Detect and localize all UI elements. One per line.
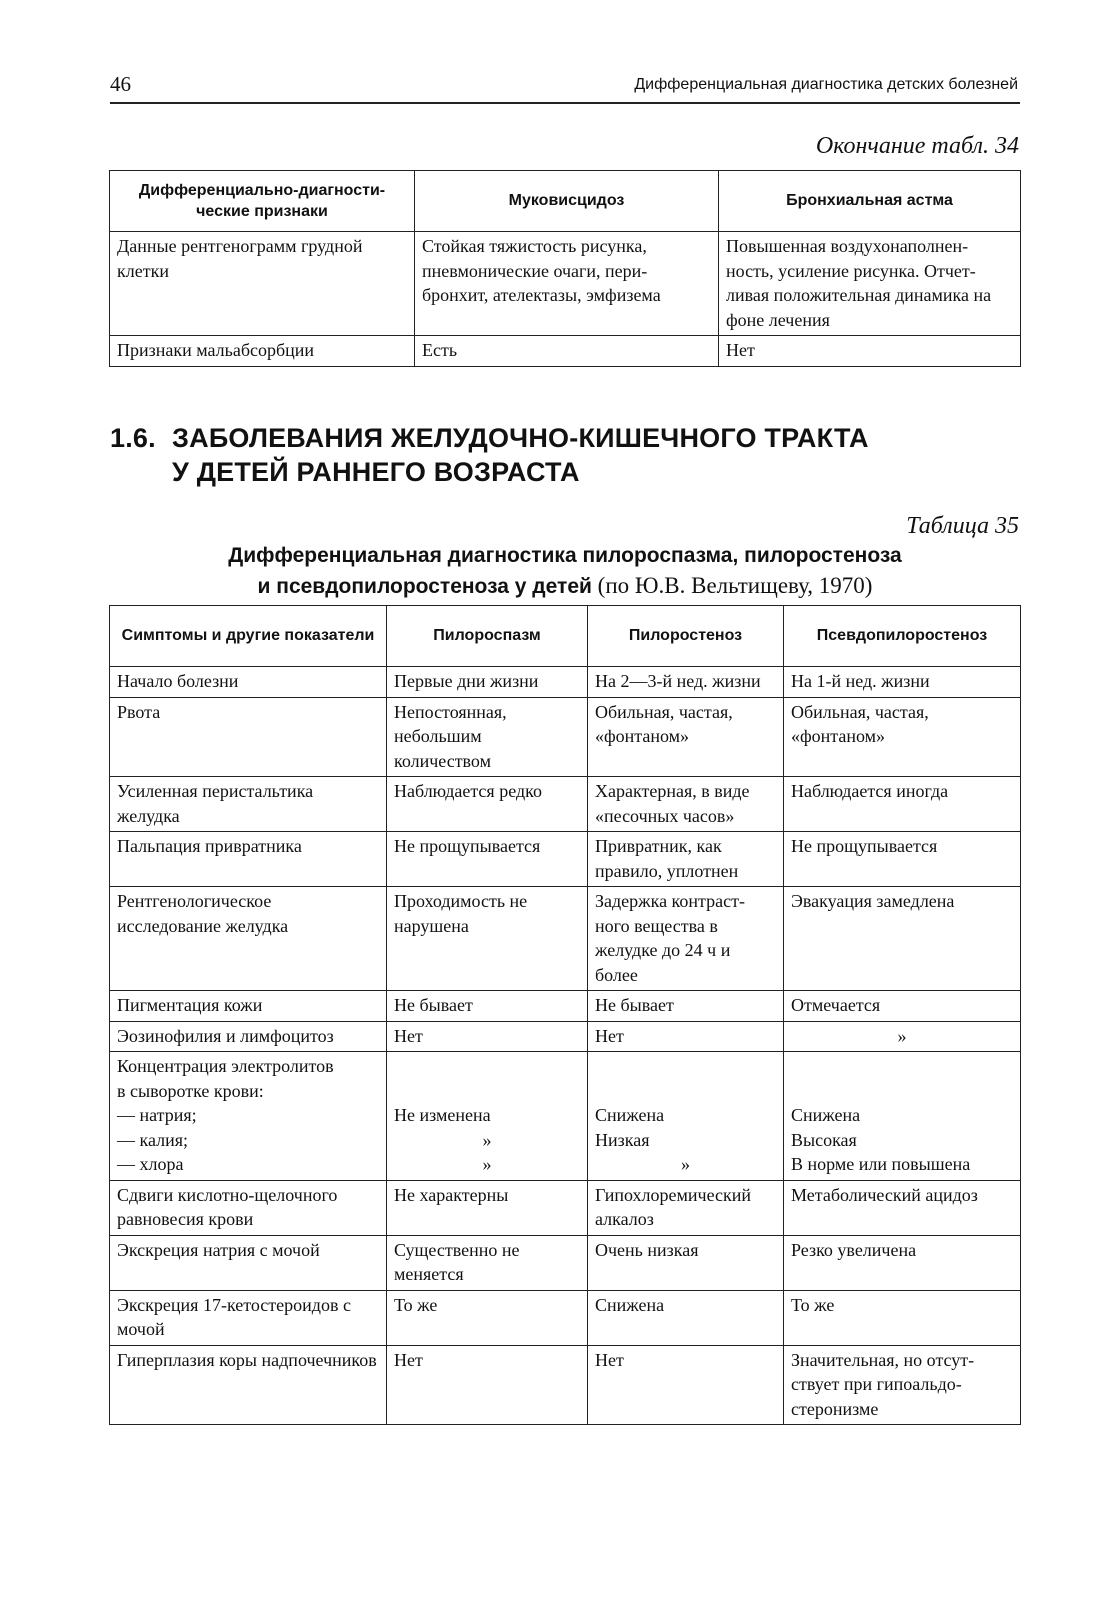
table-cell: Не прощупывается [387,832,588,887]
table-cell: Снижена [588,1290,784,1345]
table-cell: На 1-й нед. жизни [784,667,1021,698]
table-cell: Рентгенологическое исследование желудка [110,887,387,991]
table-cell: Пигментация кожи [110,991,387,1022]
table-row [110,1180,1021,1235]
table-cell: Существенно не меняется [387,1235,588,1290]
table-cell: На 2—3-й нед. жизни [588,667,784,698]
table-cell: Очень низкая [588,1235,784,1290]
table-row [110,1021,1021,1052]
table-34-continuation-label: Окончание табл. 34 [815,133,1019,159]
value-chlorine: » [681,1154,690,1174]
table-header-row [110,171,1021,232]
table-cell: Проходимость не нарушена [387,887,588,991]
table-cell: Экскреция 17-кетостероидов с мочой [110,1290,387,1345]
value-potassium: Низкая [595,1129,650,1150]
table-cell: Не прощупывается [784,832,1021,887]
table-cell: Обильная, частая, «фонтаном» [588,697,784,777]
table-row [110,232,1021,336]
caption-line-1: Дифференциальная диагностика пилороспазма, пилоростеноза [228,544,902,567]
page-number: 46 [110,72,131,96]
table-row [110,336,1021,367]
caption-line-2: и псевдопилоростеноза у детей [257,575,592,598]
section-number: 1.6. [110,423,156,453]
section-title-line-1: ЗАБОЛЕВАНИЯ ЖЕЛУДОЧНО-КИШЕЧНОГО ТРАКТА [172,423,869,453]
table-cell: Обильная, частая, «фонтаном» [784,697,1021,777]
value-chlorine: » [482,1154,492,1174]
table-row [110,1235,1021,1290]
table-cell: Метаболический ацидоз [784,1180,1021,1235]
table-cell: Первые дни жизни [387,667,588,698]
table-cell: Эозинофилия и лимфоцитоз [110,1021,387,1052]
value-potassium: Высокая [791,1129,857,1150]
table-cell: Задержка контраст-ного вещества в желудке до 24 ч и более [588,887,784,991]
table-row [110,777,1021,832]
table-35-label: Таблица 35 [906,513,1019,539]
column-header: Пилороспазм [387,606,588,667]
table-cell: Признаки мальабсорбции [110,336,415,367]
column-header: Псевдопилоростеноз [784,606,1021,667]
table-row [110,1345,1021,1425]
page-header [110,72,1020,104]
value-potassium: » [482,1129,492,1150]
table-cell: Привратник, как правило, уплотнен [588,832,784,887]
table-cell: Повышенная воздухонаполнен-ность, усиление рисунка. Отчет-ливая положительная динамика на фоне лечения [719,232,1021,336]
value-chlorine: В норме или повышена [791,1154,971,1174]
table-cell: Нет [387,1021,588,1052]
table-cell: Нет [588,1345,784,1425]
electrolytes-title-1: Концентрация электролитов [117,1056,334,1076]
table-cell [387,1052,588,1181]
column-header: Муковисцидоз [415,171,719,232]
column-header: Дифференциально-диагности-ческие признаки [110,171,415,232]
table-cell [784,1052,1021,1181]
table-cell: Отмечается [784,991,1021,1022]
table-cell: Данные рентгенограмм грудной клетки [110,232,415,336]
table-cell: » [784,1021,1021,1052]
table-cell: Гиперплазия коры надпочечников [110,1345,387,1425]
electrolyte-potassium: — калия; [117,1129,189,1150]
table-cell: Резко увеличена [784,1235,1021,1290]
table-cell: Не бывает [387,991,588,1022]
table-cell: Наблюдается иногда [784,777,1021,832]
value-sodium: Снижена [791,1105,861,1125]
column-header: Симптомы и другие показатели [110,606,387,667]
table-cell: Наблюдается редко [387,777,588,832]
table-35 [109,605,1021,1425]
table-row [110,667,1021,698]
table-cell: Значительная, но отсут-ствует при гипоальдо-стеронизме [784,1345,1021,1425]
table-cell: Гипохлоремический алкалоз [588,1180,784,1235]
column-header: Бронхиальная астма [719,171,1021,232]
table-cell: Есть [415,336,719,367]
table-header-row [110,606,1021,667]
value-sodium: Снижена [595,1105,665,1125]
table-cell: Непостоянная, небольшим количеством [387,697,588,777]
table-34 [109,170,1021,367]
table-cell: Начало болезни [110,667,387,698]
table-row [110,697,1021,777]
table-row [110,832,1021,887]
section-title-line-2: У ДЕТЕЙ РАННЕГО ВОЗРАСТА [172,457,580,487]
table-cell: Не характерны [387,1180,588,1235]
table-cell [588,1052,784,1181]
section-heading [110,421,1010,489]
caption-source: (по Ю.В. Вельтищеву, 1970) [597,573,873,598]
table-row [110,1290,1021,1345]
table-cell: Нет [387,1345,588,1425]
table-row [110,991,1021,1022]
electrolyte-sodium: — натрия; [117,1105,197,1125]
table-cell [110,1052,387,1181]
table-cell: Нет [588,1021,784,1052]
running-title: Дифференциальная диагностика детских болезней [634,76,1018,93]
value-sodium: Не изменена [394,1105,491,1125]
table-cell: Не бывает [588,991,784,1022]
table-cell: Усиленная перистальтика желудка [110,777,387,832]
electrolytes-title-2: в сыворотке крови: [117,1080,264,1101]
table-35-caption [110,540,1020,602]
table-row-electrolytes [110,1052,1021,1181]
table-cell: Нет [719,336,1021,367]
table-cell: Пальпация привратника [110,832,387,887]
table-cell: Стойкая тяжистость рисунка, пневмонические очаги, пери-бронхит, ателектазы, эмфизема [415,232,719,336]
electrolyte-chlorine: — хлора [117,1154,184,1174]
table-cell: Рвота [110,697,387,777]
table-row [110,887,1021,991]
table-cell: То же [387,1290,588,1345]
table-cell: Эвакуация замедлена [784,887,1021,991]
table-cell: Сдвиги кислотно-щелочного равновесия крови [110,1180,387,1235]
table-cell: Характерная, в виде «песочных часов» [588,777,784,832]
column-header: Пилоростеноз [588,606,784,667]
table-cell: Экскреция натрия с мочой [110,1235,387,1290]
table-cell: То же [784,1290,1021,1345]
